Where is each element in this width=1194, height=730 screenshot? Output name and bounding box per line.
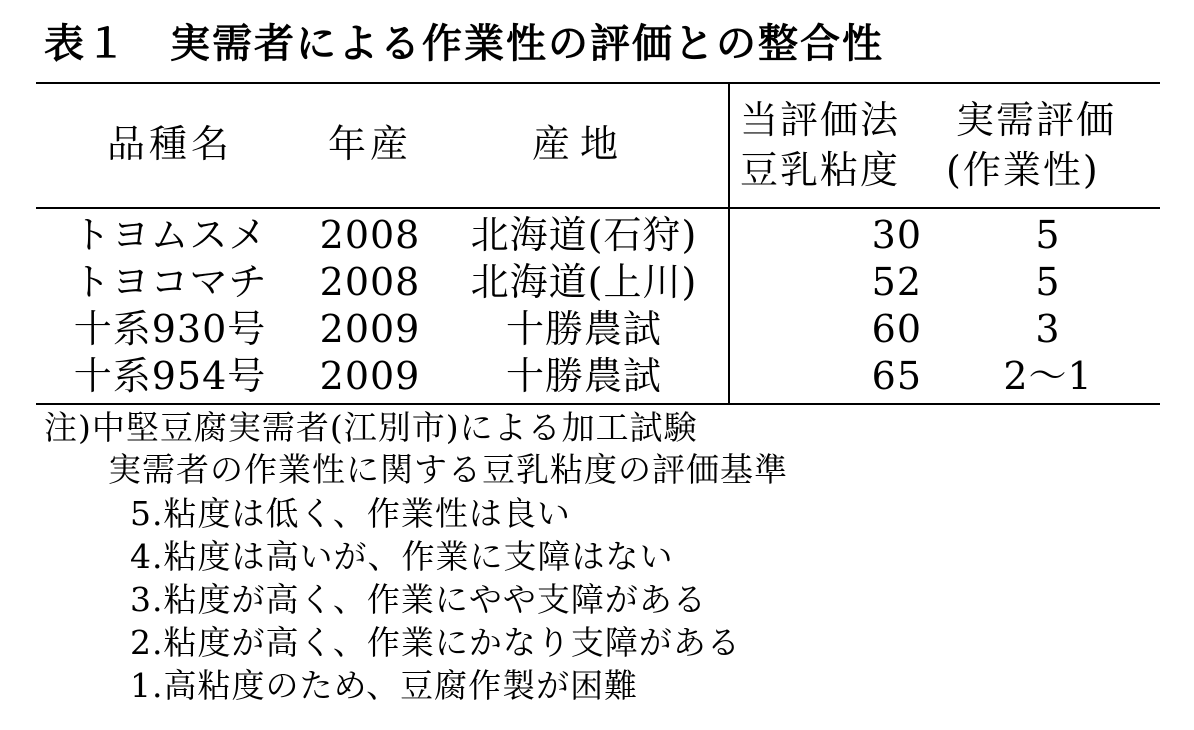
table-row-3-location: 十勝農試 <box>505 307 663 351</box>
header-year: 年産 <box>327 122 413 166</box>
table-row-4-workability: 2～1 <box>1003 354 1093 398</box>
table-row-3-viscosity: 60 <box>871 307 922 351</box>
header-variety: 品種名 <box>106 122 234 166</box>
table-top-rule <box>36 82 1160 84</box>
note-criterion-3: 3.粘度が高く、作業にやや支障がある <box>130 580 707 619</box>
table-row-2-workability: 5 <box>1035 260 1061 304</box>
table-row-3-workability: 3 <box>1035 307 1061 351</box>
header-method-line1: 当評価法 <box>740 98 901 142</box>
header-user-line1: 実需評価 <box>956 98 1117 142</box>
table-row-4-location: 十勝農試 <box>505 354 663 398</box>
note-criterion-5: 5.粘度は低く、作業性は良い <box>130 494 571 533</box>
note-criterion-4: 4.粘度は高いが、作業に支障はない <box>130 537 674 576</box>
table-row-4-year: 2009 <box>319 354 421 398</box>
note-heading: 注)中堅豆腐実需者(江別市)による加工試験 <box>44 408 698 447</box>
table-row-2-year: 2008 <box>319 260 421 304</box>
table-row-1-variety: トヨムスメ <box>72 213 268 257</box>
table-row-1-workability: 5 <box>1035 213 1061 257</box>
table-row-1-year: 2008 <box>319 213 421 257</box>
table-header-rule <box>36 207 1160 209</box>
table-row-3-variety: 十系930号 <box>73 307 267 351</box>
header-method-line2: 豆乳粘度 <box>740 148 901 192</box>
table-bottom-rule <box>36 403 1160 405</box>
note-criteria-heading: 実需者の作業性に関する豆乳粘度の評価基準 <box>108 450 788 489</box>
note-criterion-1: 1.高粘度のため、豆腐作製が困難 <box>130 666 639 705</box>
table-row-1-location: 北海道(石狩) <box>470 213 698 257</box>
table-column-divider <box>728 84 730 403</box>
header-user-line2: (作業性) <box>946 148 1100 192</box>
note-criterion-2: 2.粘度が高く、作業にかなり支障がある <box>130 623 741 662</box>
table-row-1-viscosity: 30 <box>871 213 922 257</box>
table-row-3-year: 2009 <box>319 307 421 351</box>
table-row-4-variety: 十系954号 <box>73 354 267 398</box>
table-row-2-variety: トヨコマチ <box>72 260 268 304</box>
table-row-4-viscosity: 65 <box>871 354 922 398</box>
table-title: 表１ 実需者による作業性の評価との整合性 <box>44 21 884 67</box>
header-location: 産地 <box>531 122 629 166</box>
table-row-2-location: 北海道(上川) <box>470 260 698 304</box>
table-row-2-viscosity: 52 <box>871 260 922 304</box>
